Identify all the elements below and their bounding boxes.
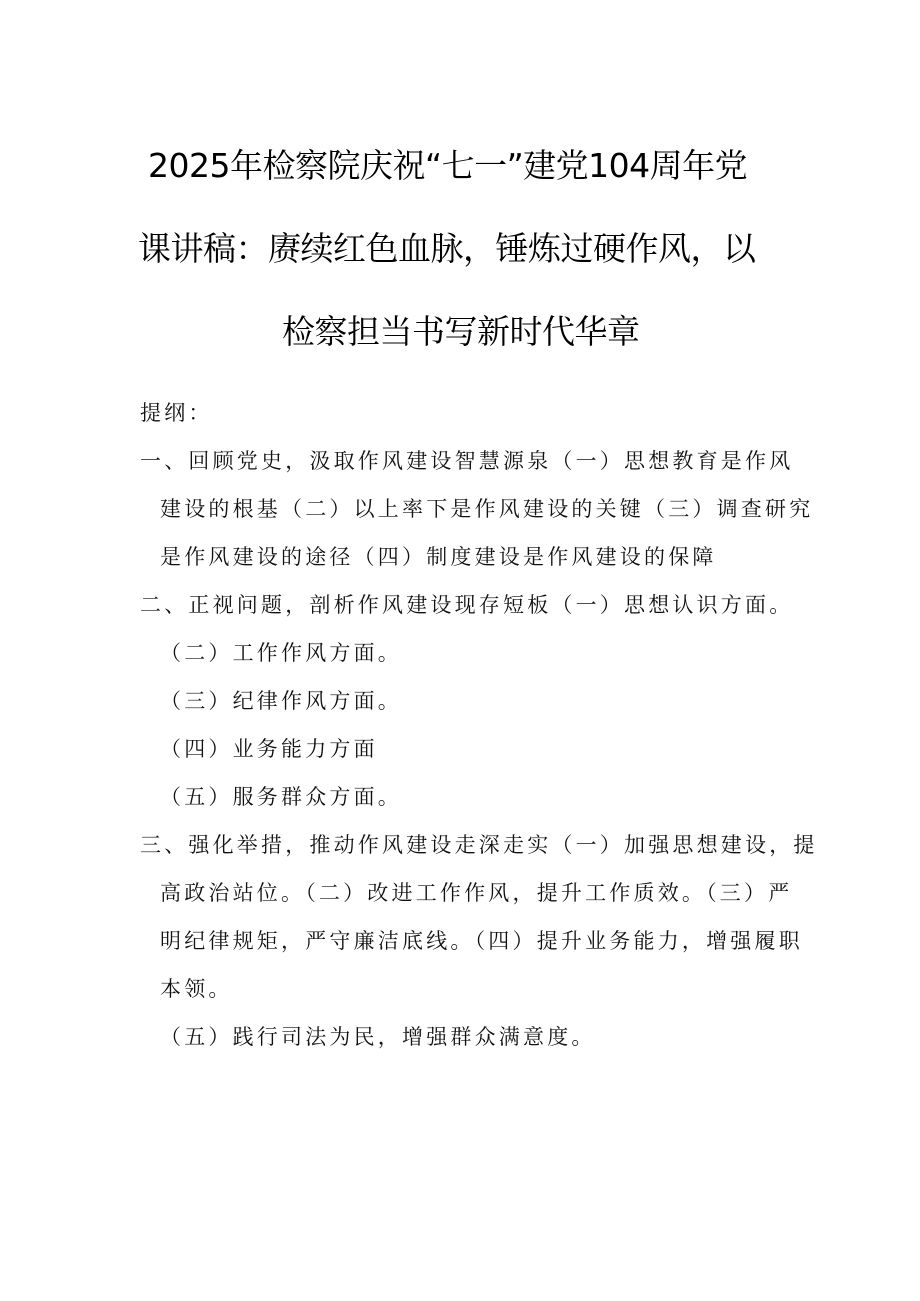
outline-line: （五）服务群众方面。	[160, 785, 402, 809]
outline-line: 建设的根基（二）以上率下是作风建设的关键（三）调查研究	[160, 497, 814, 521]
title-line-1: 2025年检察院庆祝“七一”建党104周年党	[148, 146, 748, 185]
title-line-3: 检察担当书写新时代华章	[282, 312, 640, 351]
outline-line: 一、回顾党史，汲取作风建设智慧源泉（一）思想教育是作风	[140, 449, 794, 473]
outline-line: 三、强化举措，推动作风建设走深走实（一）加强思想建设，提	[140, 833, 818, 857]
outline-label: 提纲：	[140, 401, 213, 425]
outline-line: （四）业务能力方面	[160, 737, 378, 761]
outline-line: （三）纪律作风方面。	[160, 689, 402, 713]
outline-line: 是作风建设的途径（四）制度建设是作风建设的保障	[160, 545, 717, 569]
outline-line: 高政治站位。（二）改进工作作风，提升工作质效。（三）严	[160, 881, 793, 905]
outline-line: 明纪律规矩，严守廉洁底线。（四）提升业务能力，增强履职	[160, 929, 803, 953]
outline-line: 本领。	[160, 977, 233, 1001]
title-line-2: 课讲稿：赓续红色血脉，锤炼过硬作风，以	[138, 229, 756, 268]
outline-line: （二）工作作风方面。	[160, 641, 402, 665]
outline-line: 二、正视问题，剖析作风建设现存短板（一）思想认识方面。	[140, 593, 794, 617]
outline-line: （五）践行司法为民，增强群众满意度。	[160, 1025, 596, 1049]
